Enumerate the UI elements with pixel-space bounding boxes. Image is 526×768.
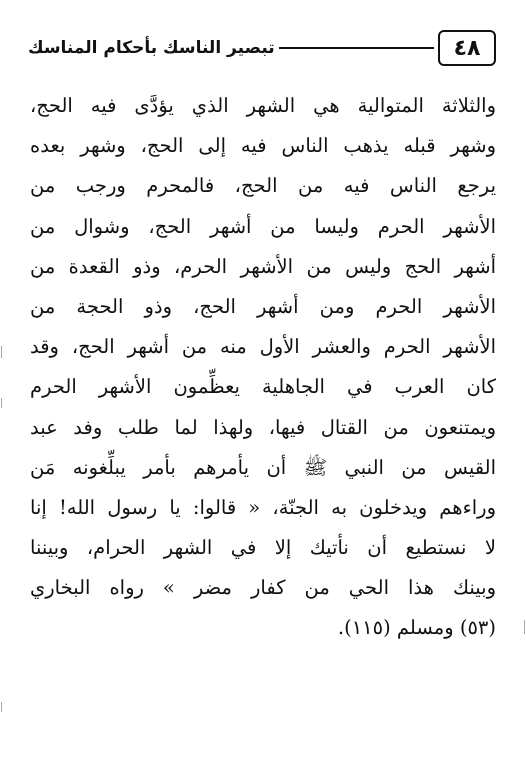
text-line: الأشهر الحرم والعشر الأول منه من أشهر الحج، وقد (30, 335, 496, 359)
text-line: وبينك هذا الحي من كفار مضر » رواه البخاري (30, 576, 496, 600)
page-number-box (438, 30, 496, 66)
text-line: كان العرب في الجاهلية يعظِّمون الأشهر الحرم (30, 375, 496, 399)
text-line: يرجع الناس فيه من الحج، فالمحرم ورجب من (30, 174, 496, 198)
body-text (30, 86, 496, 649)
text-line: وشهر قبله يذهب الناس فيه إلى الحج، وشهر بعده (30, 134, 496, 158)
header-rule (279, 47, 434, 49)
running-header (26, 26, 496, 70)
text-line: لا نستطيع أن نأتيك إلا في الشهر الحرام، وبيننا (30, 536, 496, 560)
edge-mark (1, 398, 2, 408)
text-line: ويمتنعون من القتال فيها، ولهذا لما طلب وفد عبد (30, 415, 496, 439)
text-line: (٥٣) ومسلم (١١٥). (337, 616, 496, 640)
text-line: الأشهر الحرم ومن أشهر الحج، وذو الحجة من (30, 294, 496, 318)
edge-mark (524, 620, 525, 634)
page-number: ٤٨ (453, 35, 481, 61)
text-line: الأشهر الحرم وليسا من أشهر الحج، وشوال من (30, 214, 496, 238)
text-line: أشهر الحج وليس من الأشهر الحرم، وذو القعدة من (30, 254, 496, 278)
edge-mark (1, 346, 2, 358)
book-title: تبصير الناسك بأحكام المناسك (28, 38, 275, 58)
text-line: القيس من النبي ﷺ أن يأمرهم بأمر يبلِّغونه مَن (30, 455, 496, 479)
text-line: وراءهم ويدخلون به الجنّة، « قالوا: يا رسول الله! إنا (30, 495, 496, 519)
text-line: والثلاثة المتوالية هي الشهر الذي يؤدَّى فيه الحج، (30, 94, 496, 117)
edge-mark (1, 702, 2, 712)
